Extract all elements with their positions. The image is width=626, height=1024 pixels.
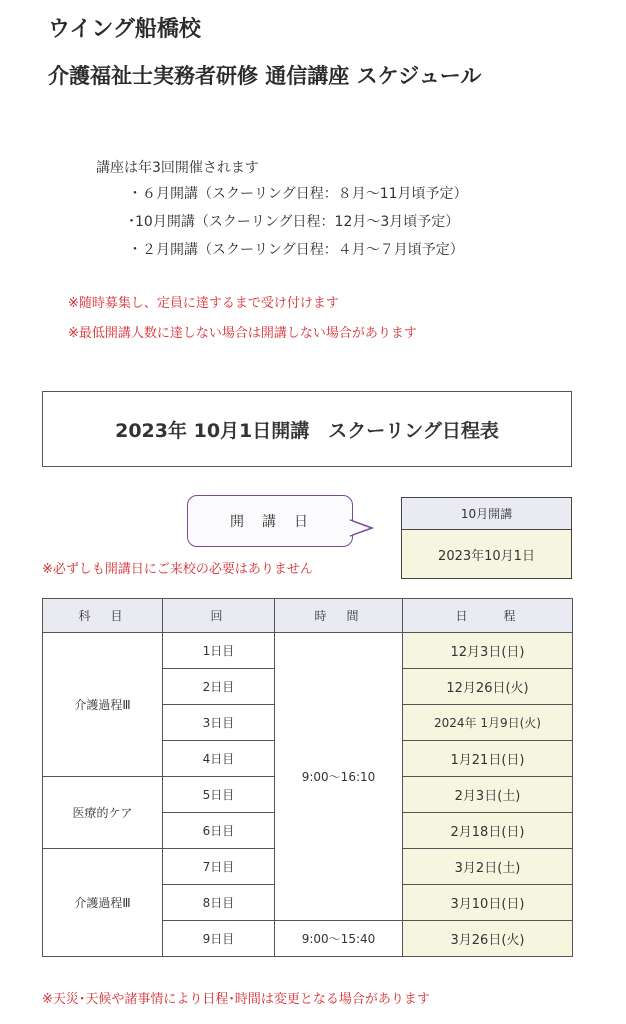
time-cell: 9:00～16:10 [275, 633, 403, 921]
round-cell: 3日目 [163, 705, 275, 741]
start-note: ※必ずしも開講日にご来校の必要はありません [42, 562, 313, 577]
date-cell: 3月26日(火) [403, 921, 573, 957]
round-cell: 9日目 [163, 921, 275, 957]
date-cell: 2024年 1月9日(火) [403, 705, 573, 741]
start-date-box [401, 497, 572, 579]
table-header-row [43, 599, 573, 633]
schedule-banner: 2023年 10月1日開講 スクーリング日程表 [42, 391, 572, 467]
time-cell: 9:00～15:40 [275, 921, 403, 957]
date-cell: 12月3日(日) [403, 633, 573, 669]
header-time: 時 間 [275, 599, 403, 633]
schedule-table [42, 598, 573, 957]
note-recruitment: ※随時募集し、定員に達するまで受け付けます [68, 296, 339, 311]
round-cell: 6日目 [163, 813, 275, 849]
round-cell: 7日目 [163, 849, 275, 885]
school-name: ウイング船橋校 [48, 17, 201, 42]
subject-cell: 医療的ケア [43, 777, 163, 849]
header-round: 回 [163, 599, 275, 633]
date-cell: 12月26日(火) [403, 669, 573, 705]
course-title: 介護福祉士実務者研修 通信講座 スケジュール [48, 64, 482, 88]
subject-cell: 介護過程Ⅲ [43, 849, 163, 957]
round-cell: 2日目 [163, 669, 275, 705]
table-row [43, 633, 573, 669]
date-cell: 3月2日(土) [403, 849, 573, 885]
header-date: 日 程 [403, 599, 573, 633]
start-box-header: 10月開講 [402, 498, 571, 530]
start-date-bubble: 開 講 日 [187, 495, 353, 547]
session-october: ･10月開講（スクーリング日程：12月～3月頃予定） [128, 214, 460, 230]
date-cell: 2月3日(土) [403, 777, 573, 813]
date-cell: 1月21日(日) [403, 741, 573, 777]
session-february: ・２月開講（スクーリング日程：４月～７月頃予定） [128, 242, 464, 258]
note-minimum: ※最低開講人数に達しない場合は開講しない場合があります [68, 326, 417, 341]
round-cell: 4日目 [163, 741, 275, 777]
intro-text: 講座は年3回開催されます [96, 160, 259, 176]
round-cell: 8日目 [163, 885, 275, 921]
header-subject: 科 目 [43, 599, 163, 633]
session-june: ・６月開講（スクーリング日程：８月～11月頃予定） [128, 186, 468, 202]
date-cell: 3月10日(日) [403, 885, 573, 921]
round-cell: 1日目 [163, 633, 275, 669]
start-box-date: 2023年10月1日 [402, 530, 571, 578]
date-cell: 2月18日(日) [403, 813, 573, 849]
subject-cell: 介護過程Ⅲ [43, 633, 163, 777]
bottom-note: ※天災･天候や諸事情により日程･時間は変更となる場合があります [42, 992, 430, 1007]
bubble-tail [350, 518, 374, 538]
round-cell: 5日目 [163, 777, 275, 813]
